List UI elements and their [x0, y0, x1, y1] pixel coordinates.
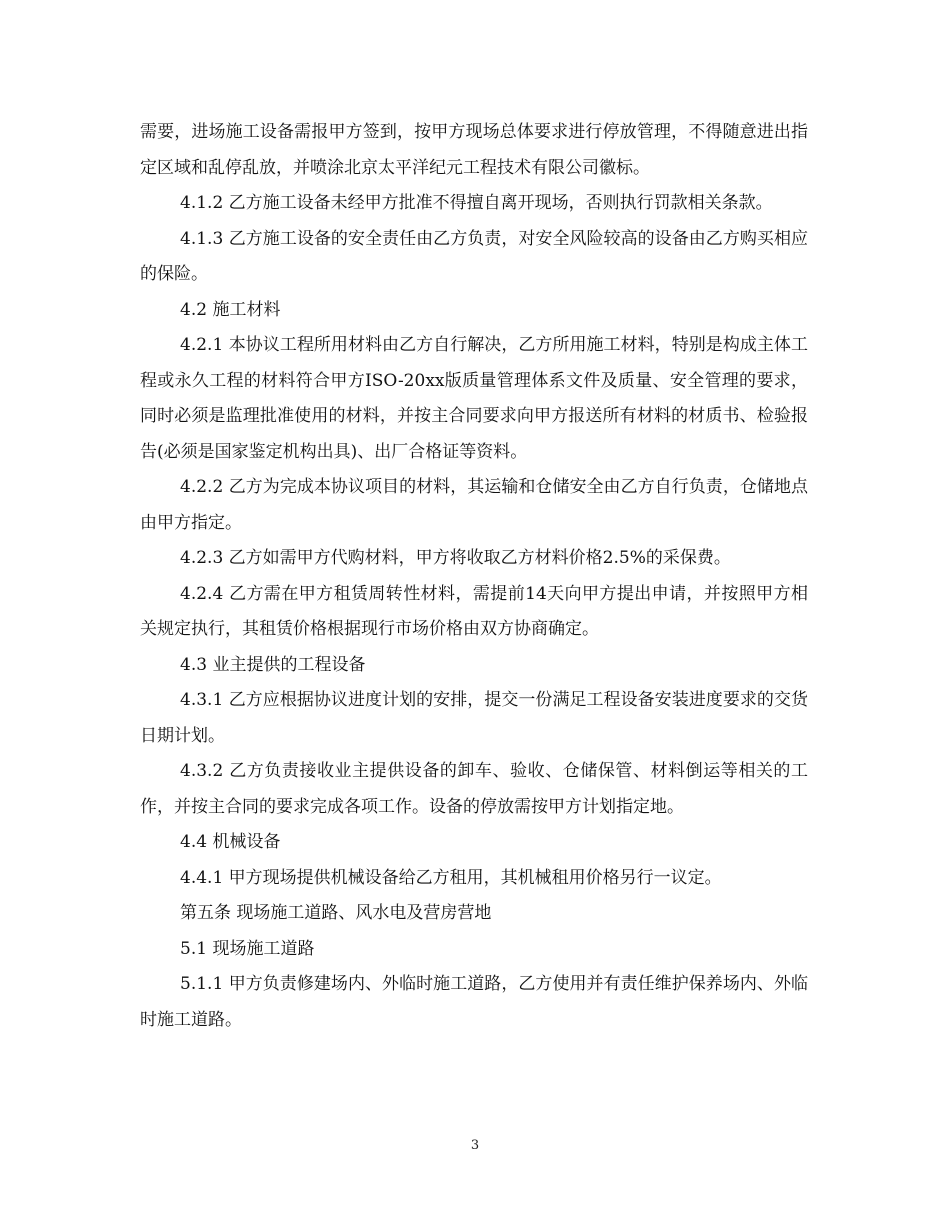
- clause-4-3-1: 4.3.1 乙方应根据协议进度计划的安排，提交一份满足工程设备安装进度要求的交货日期计划。: [140, 690, 808, 746]
- clause-4-2-1: 4.2.1 本协议工程所用材料由乙方自行解决，乙方所用施工材料，特别是构成主体工程或永久工程的材料符合甲方ISO-20xx版质量管理体系文件及质量、安全管理的要求，同时必须是监理批准使用的材料，并按主合同要求向甲方报送所有材料的材质书、检验报告(必须是国家鉴定机构出具)、出厂合格证等资料。: [140, 335, 808, 462]
- paragraph-continuation: 需要，进场施工设备需报甲方签到，按甲方现场总体要求进行停放管理，不得随意进出指定区域和乱停乱放，并喷涂北京太平洋纪元工程技术有限公司徽标。: [140, 122, 808, 178]
- clause-4-1-2: 4.1.2 乙方施工设备未经甲方批准不得擅自离开现场，否则执行罚款相关条款。: [180, 193, 773, 213]
- clause-4-1-3: 4.1.3 乙方施工设备的安全责任由乙方负责，对安全风险较高的设备由乙方购买相应的保险。: [140, 228, 808, 284]
- section-heading-5-1: 5.1 现场施工道路: [180, 938, 315, 959]
- article-heading-5: 第五条 现场施工道路、风水电及营房营地: [180, 903, 492, 923]
- section-heading-4-2: 4.2 施工材料: [180, 299, 281, 320]
- section-heading-4-4: 4.4 机械设备: [180, 832, 281, 852]
- page-number: 3: [470, 1138, 480, 1153]
- document-body: [140, 115, 808, 1038]
- clause-4-4-1: 4.4.1 甲方现场提供机械设备给乙方租用，其机械租用价格另行一议定。: [180, 867, 722, 888]
- clause-5-1-1: 5.1.1 甲方负责修建场内、外临时施工道路，乙方使用并有责任维护保养场内、外临时施工道路。: [140, 974, 808, 1030]
- clause-4-2-2: 4.2.2 乙方为完成本协议项目的材料，其运输和仓储安全由乙方自行负责，仓储地点由甲方指定。: [140, 477, 808, 533]
- clause-4-2-4: 4.2.4 乙方需在甲方租赁周转性材料，需提前14天向甲方提出申请，并按照甲方相关规定执行，其租赁价格根据现行市场价格由双方协商确定。: [140, 583, 808, 639]
- clause-4-2-3: 4.2.3 乙方如需甲方代购材料，甲方将收取乙方材料价格2.5%的采保费。: [180, 548, 731, 568]
- section-heading-4-3: 4.3 业主提供的工程设备: [180, 654, 366, 675]
- clause-4-3-2: 4.3.2 乙方负责接收业主提供设备的卸车、验收、仓储保管、材料倒运等相关的工作，并按主合同的要求完成各项工作。设备的停放需按甲方计划指定地。: [140, 761, 808, 817]
